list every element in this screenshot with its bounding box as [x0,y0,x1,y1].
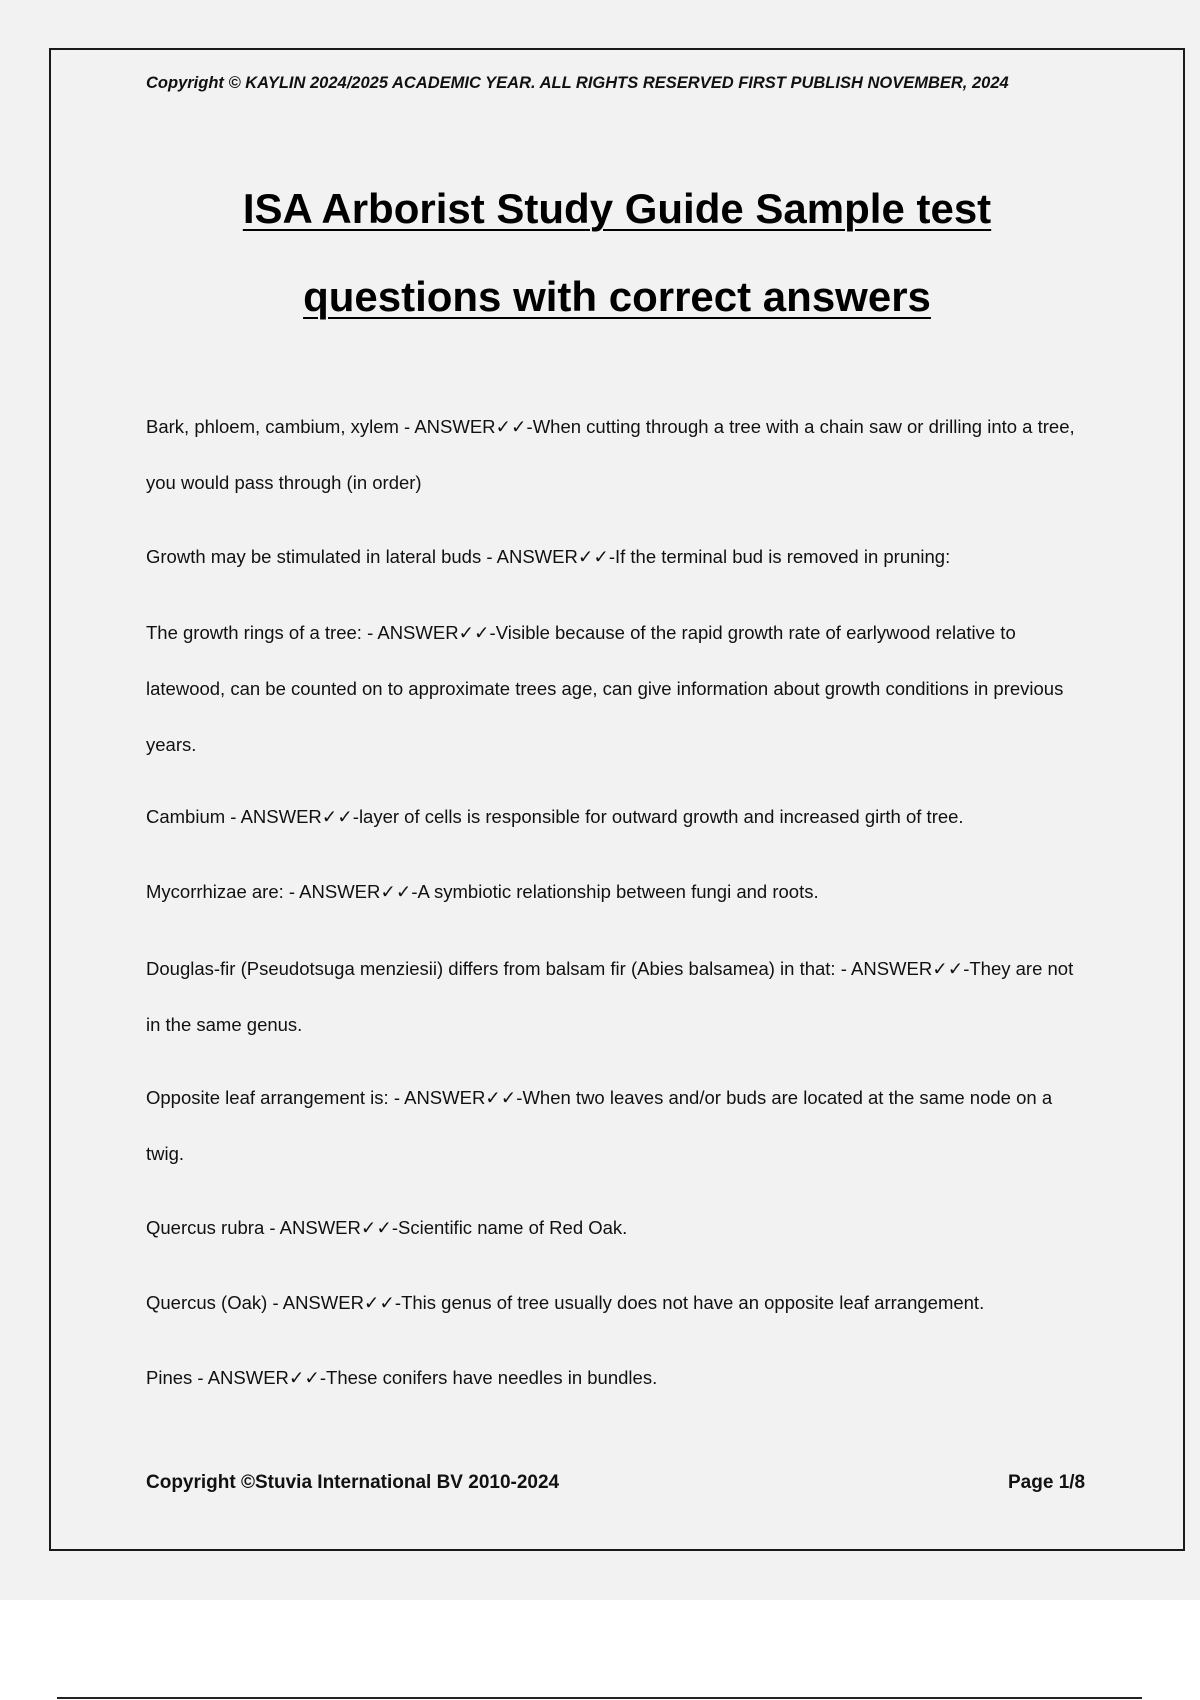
qa-item: Opposite leaf arrangement is: - ANSWER✓✓-When two leaves and/or buds are located at the same node on a twig. [146,1087,1053,1164]
qa-item: Quercus (Oak) - ANSWER✓✓-This genus of tree usually does not have an opposite leaf arrangement. [146,1292,985,1313]
qa-item: The growth rings of a tree: - ANSWER✓✓-Visible because of the rapid growth rate of earlywood relative to latewood, can be counted on to approximate trees age, can give information about growth conditions in previous years. [146,622,1064,755]
bottom-divider [57,1697,1142,1699]
document-title [100,165,1134,341]
qa-item: Quercus rubra - ANSWER✓✓-Scientific name of Red Oak. [146,1217,628,1238]
header-copyright: Copyright © KAYLIN 2024/2025 ACADEMIC YEAR. ALL RIGHTS RESERVED FIRST PUBLISH NOVEMBER, 2024 [146,74,1009,92]
footer-copyright: Copyright ©Stuvia International BV 2010-2024 [146,1472,560,1493]
qa-item: Bark, phloem, cambium, xylem - ANSWER✓✓-When cutting through a tree with a chain saw or drilling into a tree, you would pass through (in order) [146,416,1075,493]
title-line-1: ISA Arborist Study Guide Sample test [242,185,992,232]
page-number: Page 1/8 [1008,1472,1086,1493]
qa-item: Pines - ANSWER✓✓-These conifers have needles in bundles. [146,1367,658,1388]
qa-item: Growth may be stimulated in lateral buds - ANSWER✓✓-If the terminal bud is removed in pruning: [146,546,951,567]
title-line-2: questions with correct answers [303,273,931,320]
qa-item: Douglas-fir (Pseudotsuga menziesii) differs from balsam fir (Abies balsamea) in that: - ANSWER✓✓-They are not in the same genus. [146,958,1074,1035]
qa-item: Cambium - ANSWER✓✓-layer of cells is responsible for outward growth and increased girth of tree. [146,806,964,827]
qa-item: Mycorrhizae are: - ANSWER✓✓-A symbiotic relationship between fungi and roots. [146,881,819,902]
